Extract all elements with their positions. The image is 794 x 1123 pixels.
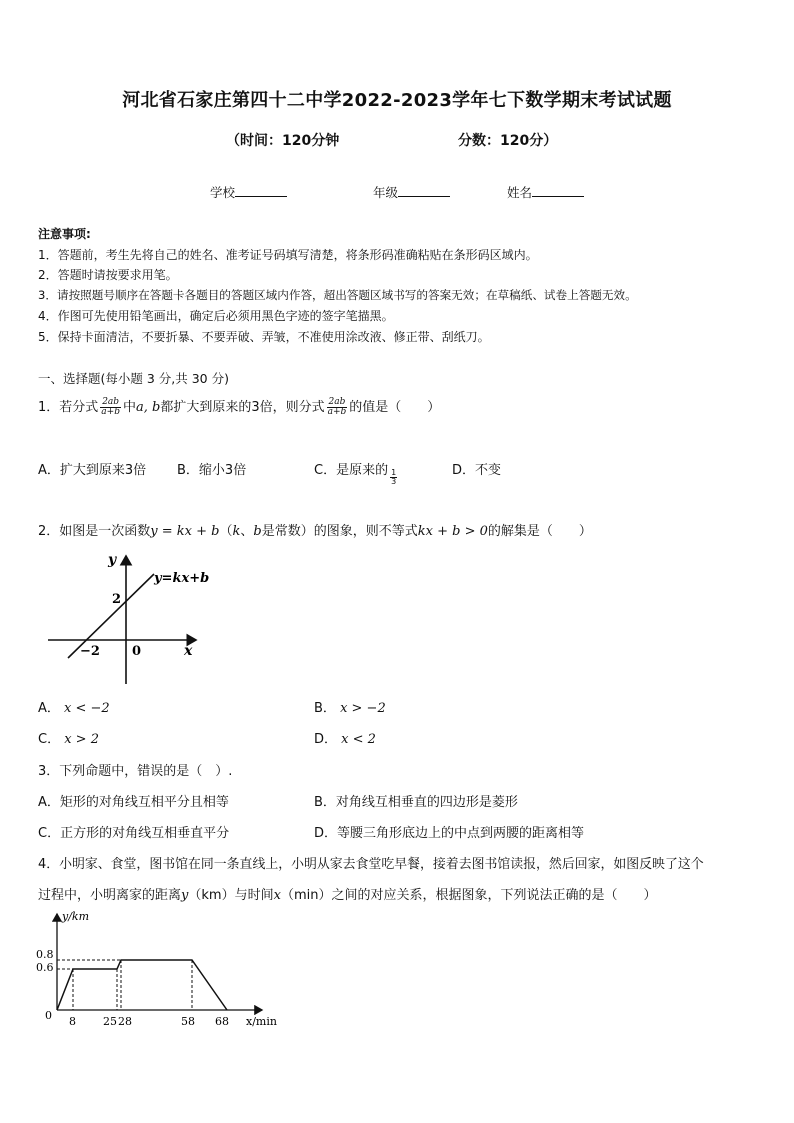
distance-time-graph (30, 908, 290, 1030)
y-intercept-label: 2 (112, 592, 122, 607)
q2-mid: （ (219, 524, 233, 539)
notice-item: 3．请按照题号顺序在答题卡各题目的答题区域内作答，超出答题区域书写的答案无效；在草稿纸、试卷上答题无效。 (38, 288, 637, 302)
school-label: 学校 (210, 185, 236, 200)
q1-close: ） (427, 400, 441, 415)
distance-polyline (57, 960, 227, 1010)
q1-frac-num: 2ab (102, 396, 120, 407)
q2-option-d-text: x < 2 (341, 732, 376, 747)
q1-mid2: 都扩大到原来的3倍，则分式 (160, 400, 325, 415)
q3-option-b[interactable]: B．对角线互相垂直的四边形是菱形 (314, 795, 518, 810)
y-tick-label: 0.6 (36, 961, 54, 974)
q2-post: 的解集是（ (487, 524, 553, 539)
q2-option-c-text: x > 2 (64, 732, 99, 747)
q2-option-b-text: x > −2 (340, 701, 386, 716)
page-title: 河北省石家庄第四十二中学2022-2023学年七下数学期末考试试题 (122, 90, 672, 111)
q2-option-c-label: C． (38, 732, 61, 747)
question-2-stem (38, 520, 592, 539)
q2-sep: 、 (240, 524, 254, 539)
q4-line2-post: 之间的对应关系，根据图象，下列说法正确的是（ (331, 888, 618, 903)
q2-mid2: 是常数）的图象，则不等式 (261, 524, 418, 539)
q2-close: ） (578, 524, 592, 539)
x-intercept-label: −2 (80, 644, 100, 659)
q2-option-a-label: A． (38, 701, 60, 716)
q2-func: y = kx + b (150, 524, 220, 539)
q1-fraction (100, 398, 121, 418)
x-tick-label: 8 (69, 1015, 76, 1028)
q1-option-a[interactable]: A．扩大到原来3倍 (38, 463, 147, 478)
name-label: 姓名 (507, 185, 533, 200)
x-tick-label: 25 (103, 1015, 117, 1028)
q4-y-unit: （km） (188, 888, 235, 903)
q2-option-b-label: B． (314, 701, 336, 716)
q4-x-unit: （min） (280, 888, 332, 903)
q4-line2-pre: 过程中，小明离家的距离 (38, 888, 182, 903)
q1-frac-den: a+b (101, 407, 120, 417)
linear-function-graph (46, 548, 216, 688)
q2-ineq: kx + b > 0 (417, 524, 488, 539)
grade-label: 年级 (373, 185, 399, 200)
q2-option-c[interactable] (38, 728, 99, 747)
q4-y-var: y (181, 888, 189, 903)
q2-k: k (232, 524, 241, 539)
line-label: y=kx+b (154, 571, 210, 586)
x-tick-label: 58 (181, 1015, 195, 1028)
q1-option-d[interactable]: D．不变 (452, 463, 502, 478)
name-field (507, 183, 584, 201)
name-blank[interactable] (532, 184, 584, 197)
x-tick-label: 68 (215, 1015, 229, 1028)
notice-item: 4．作图可先使用铅笔画出，确定后必须用黑色字迹的签字笔描黑。 (38, 309, 394, 323)
q2-pre: 2．如图是一次函数 (38, 524, 151, 539)
q2-option-d-label: D． (314, 732, 338, 747)
exam-score: 分数：120分） (458, 133, 558, 149)
q2-b: b (253, 524, 262, 539)
exam-time: （时间：120分钟 (226, 133, 340, 149)
origin-label: 0 (45, 1009, 52, 1022)
notice-heading: 注意事项: (38, 227, 91, 241)
q1-frac-den: a+b (327, 407, 347, 417)
x-tick-label: 28 (118, 1015, 132, 1028)
q1-optc-den: 3 (391, 477, 397, 486)
q1-vars: a, b (135, 400, 161, 415)
q4-x-var: x (273, 888, 281, 903)
q1-option-c-fraction (390, 469, 397, 487)
grade-field (373, 183, 450, 201)
question-4-stem-line2 (38, 884, 656, 903)
q1-frac-num: 2ab (328, 396, 346, 407)
q1-post: 的值是（ (349, 400, 402, 415)
q1-optc-num: 1 (391, 467, 397, 477)
section-heading: 一、选择题(每小题 3 分,共 30 分) (38, 371, 229, 386)
q1-mid1: 中 (122, 400, 136, 415)
q2-option-a[interactable] (38, 697, 110, 716)
q3-option-c[interactable]: C．正方形的对角线互相垂直平分 (38, 826, 230, 841)
q2-option-a-text: x < −2 (64, 701, 110, 716)
grade-blank[interactable] (398, 184, 450, 197)
q1-option-c[interactable] (314, 459, 399, 486)
q3-option-a[interactable]: A．矩形的对角线互相平分且相等 (38, 795, 229, 810)
q1-pre: 1．若分式 (38, 400, 99, 415)
notice-item: 5．保持卡面清洁，不要折暴、不要弄破、弄皱，不准使用涂改液、修正带、刮纸刀。 (38, 330, 490, 344)
q1-option-b[interactable]: B．缩小3倍 (177, 463, 247, 478)
question-1-stem (38, 396, 440, 417)
q2-option-b[interactable] (314, 697, 386, 716)
q3-option-d[interactable]: D．等腰三角形底边上的中点到两腰的距离相等 (314, 826, 585, 841)
q2-option-d[interactable] (314, 728, 376, 747)
y-axis-label: y/km (62, 910, 90, 923)
school-field (210, 183, 287, 201)
question-3-stem: 3．下列命题中，错误的是（ ）. (38, 764, 233, 779)
origin-label: 0 (132, 644, 142, 659)
y-tick-label: 0.8 (36, 948, 54, 961)
x-axis-label: x/min (246, 1015, 277, 1028)
q1-option-c-text: C．是原来的 (314, 463, 389, 478)
q4-close: ） (643, 888, 657, 903)
notice-item: 1．答题前，考生先将自己的姓名、准考证号码填写清楚，将条形码准确粘贴在条形码区域内。 (38, 248, 538, 262)
y-axis-label: y (108, 552, 117, 568)
x-axis-label: x (184, 643, 193, 659)
notice-item: 2．答题时请按要求用笔。 (38, 268, 178, 282)
question-4-stem-line1: 4．小明家、食堂，图书馆在同一条直线上，小明从家去食堂吃早餐，接着去图书馆读报，然后回家，如图反映了这个 (38, 857, 704, 872)
school-blank[interactable] (235, 184, 287, 197)
q4-line2-mid: 与时间 (234, 888, 274, 903)
q1-fraction-2 (327, 398, 348, 418)
